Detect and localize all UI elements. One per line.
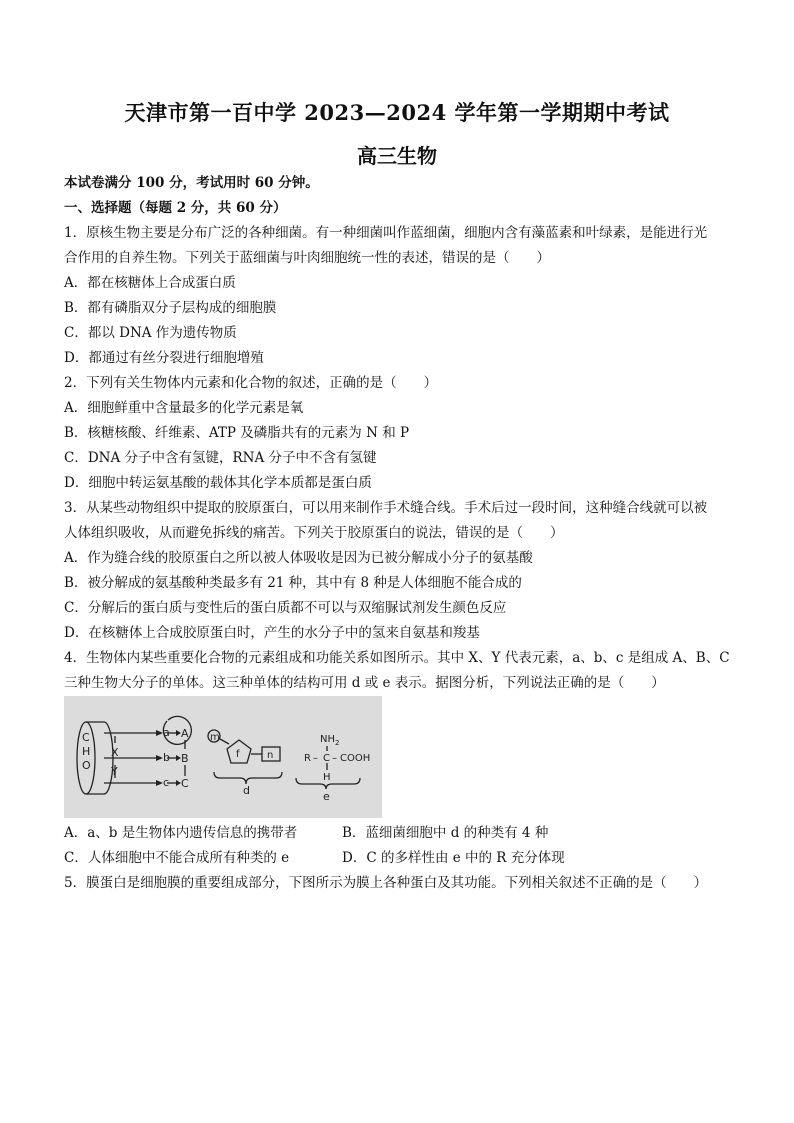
q4-figure bbox=[64, 696, 382, 818]
fig-monomer-c: c bbox=[163, 776, 170, 789]
fig-amino-cooh: COOH bbox=[340, 753, 371, 764]
q4-option-d: D．C 的多样性由 e 中的 R 充分体现 bbox=[342, 850, 565, 866]
fig-nucleotide-n: n bbox=[267, 750, 274, 761]
q4-option-c: C．人体细胞中不能合成所有种类的 e bbox=[64, 850, 290, 866]
fig-element-o: O bbox=[82, 759, 91, 772]
fig-nucleotide-m: m bbox=[210, 732, 220, 743]
fig-macro-a: A bbox=[181, 727, 189, 740]
fig-nucleotide-f: f bbox=[236, 749, 240, 760]
exam-title: 天津市第一百中学 2023—2024 学年第一学期期中考试 bbox=[124, 100, 670, 125]
q2-option-b: B．核糖核酸、纤维素、ATP 及磷脂共有的元素为 N 和 P bbox=[64, 425, 410, 441]
fig-amino-c: C bbox=[323, 753, 330, 764]
q3-option-c: C．分解后的蛋白质与变性后的蛋白质都不可以与双缩脲试剂发生颜色反应 bbox=[64, 600, 507, 616]
fig-label-e: e bbox=[323, 790, 330, 803]
q4-option-b: B．蓝细菌细胞中 d 的种类有 4 种 bbox=[342, 825, 549, 841]
q1-stem-line2: 合作用的自养生物。下列关于蓝细菌与叶肉细胞统一性的表述，错误的是（ ） bbox=[64, 250, 550, 266]
section-heading: 一、选择题（每题 2 分，共 60 分） bbox=[64, 200, 287, 216]
q1-option-d: D．都通过有丝分裂进行细胞增殖 bbox=[64, 350, 264, 366]
q1-option-c: C．都以 DNA 作为遗传物质 bbox=[64, 325, 237, 341]
q2-option-a: A．细胞鲜重中含量最多的化学元素是氧 bbox=[64, 400, 304, 416]
fig-label-y: Y bbox=[111, 765, 118, 778]
q5-stem: 5．膜蛋白是细胞膜的重要组成部分，下图所示为膜上各种蛋白及其功能。下列相关叙述不正确的是（ ） bbox=[64, 875, 708, 891]
fig-element-h: H bbox=[82, 745, 91, 758]
q2-stem: 2．下列有关生物体内元素和化合物的叙述，正确的是（ ） bbox=[64, 375, 438, 391]
fig-label-d: d bbox=[243, 784, 250, 797]
q3-option-d: D．在核糖体上合成胶原蛋白时，产生的水分子中的氢来自氨基和羧基 bbox=[64, 625, 480, 641]
q4-option-a: A．a、b 是生物体内遗传信息的携带者 bbox=[64, 825, 298, 841]
fig-macro-c: C bbox=[181, 777, 189, 790]
q4-diagram bbox=[64, 696, 382, 818]
fig-amino-nh: NH bbox=[320, 734, 335, 745]
fig-amino-dash1: – bbox=[313, 753, 318, 764]
q1-option-a: A．都在核糖体上合成蛋白质 bbox=[64, 275, 236, 291]
q2-option-d: D．细胞中转运氨基酸的载体其化学本质都是蛋白质 bbox=[64, 475, 372, 491]
exam-intro: 本试卷满分 100 分，考试用时 60 分钟。 bbox=[64, 175, 319, 191]
fig-amino-h: H bbox=[323, 772, 331, 783]
fig-element-c: C bbox=[82, 731, 90, 744]
fig-label-x: X bbox=[111, 746, 119, 759]
fig-amino-dash2: – bbox=[332, 753, 337, 764]
q1-stem-line1: 1．原核生物主要是分布广泛的各种细菌。有一种细菌叫作蓝细菌，细胞内含有藻蓝素和叶绿素，是能进行光 bbox=[64, 225, 708, 241]
q3-option-a: A．作为缝合线的胶原蛋白之所以被人体吸收是因为已被分解成小分子的氨基酸 bbox=[64, 550, 533, 566]
fig-monomer-b: b bbox=[163, 751, 170, 764]
q3-stem-line2: 人体组织吸收，从而避免拆线的痛苦。下列关于胶原蛋白的说法，错误的是（ ） bbox=[64, 525, 564, 541]
q4-stem-line1: 4．生物体内某些重要化合物的元素组成和功能关系如图所示。其中 X、Y 代表元素，a、b、c 是组成 A、B、C bbox=[64, 650, 730, 666]
fig-monomer-a: a bbox=[163, 726, 170, 739]
q2-option-c: C．DNA 分子中含有氢键，RNA 分子中不含有氢键 bbox=[64, 450, 377, 466]
exam-subject: 高三生物 bbox=[357, 144, 437, 168]
fig-amino-r: R bbox=[304, 753, 311, 764]
q3-stem-line1: 3．从某些动物组织中提取的胶原蛋白，可以用来制作手术缝合线。手术后过一段时间，这种缝合线就可以被 bbox=[64, 500, 708, 516]
fig-amino-nh-sub: 2 bbox=[335, 739, 340, 747]
fig-macro-b: B bbox=[181, 752, 189, 765]
q3-option-b: B．被分解成的氨基酸种类最多有 21 种，其中有 8 种是人体细胞不能合成的 bbox=[64, 575, 522, 591]
q4-stem-line2: 三种生物大分子的单体。这三种单体的结构可用 d 或 e 表示。据图分析，下列说法正确的是（ ） bbox=[64, 675, 665, 691]
q1-option-b: B．都有磷脂双分子层构成的细胞膜 bbox=[64, 300, 277, 316]
